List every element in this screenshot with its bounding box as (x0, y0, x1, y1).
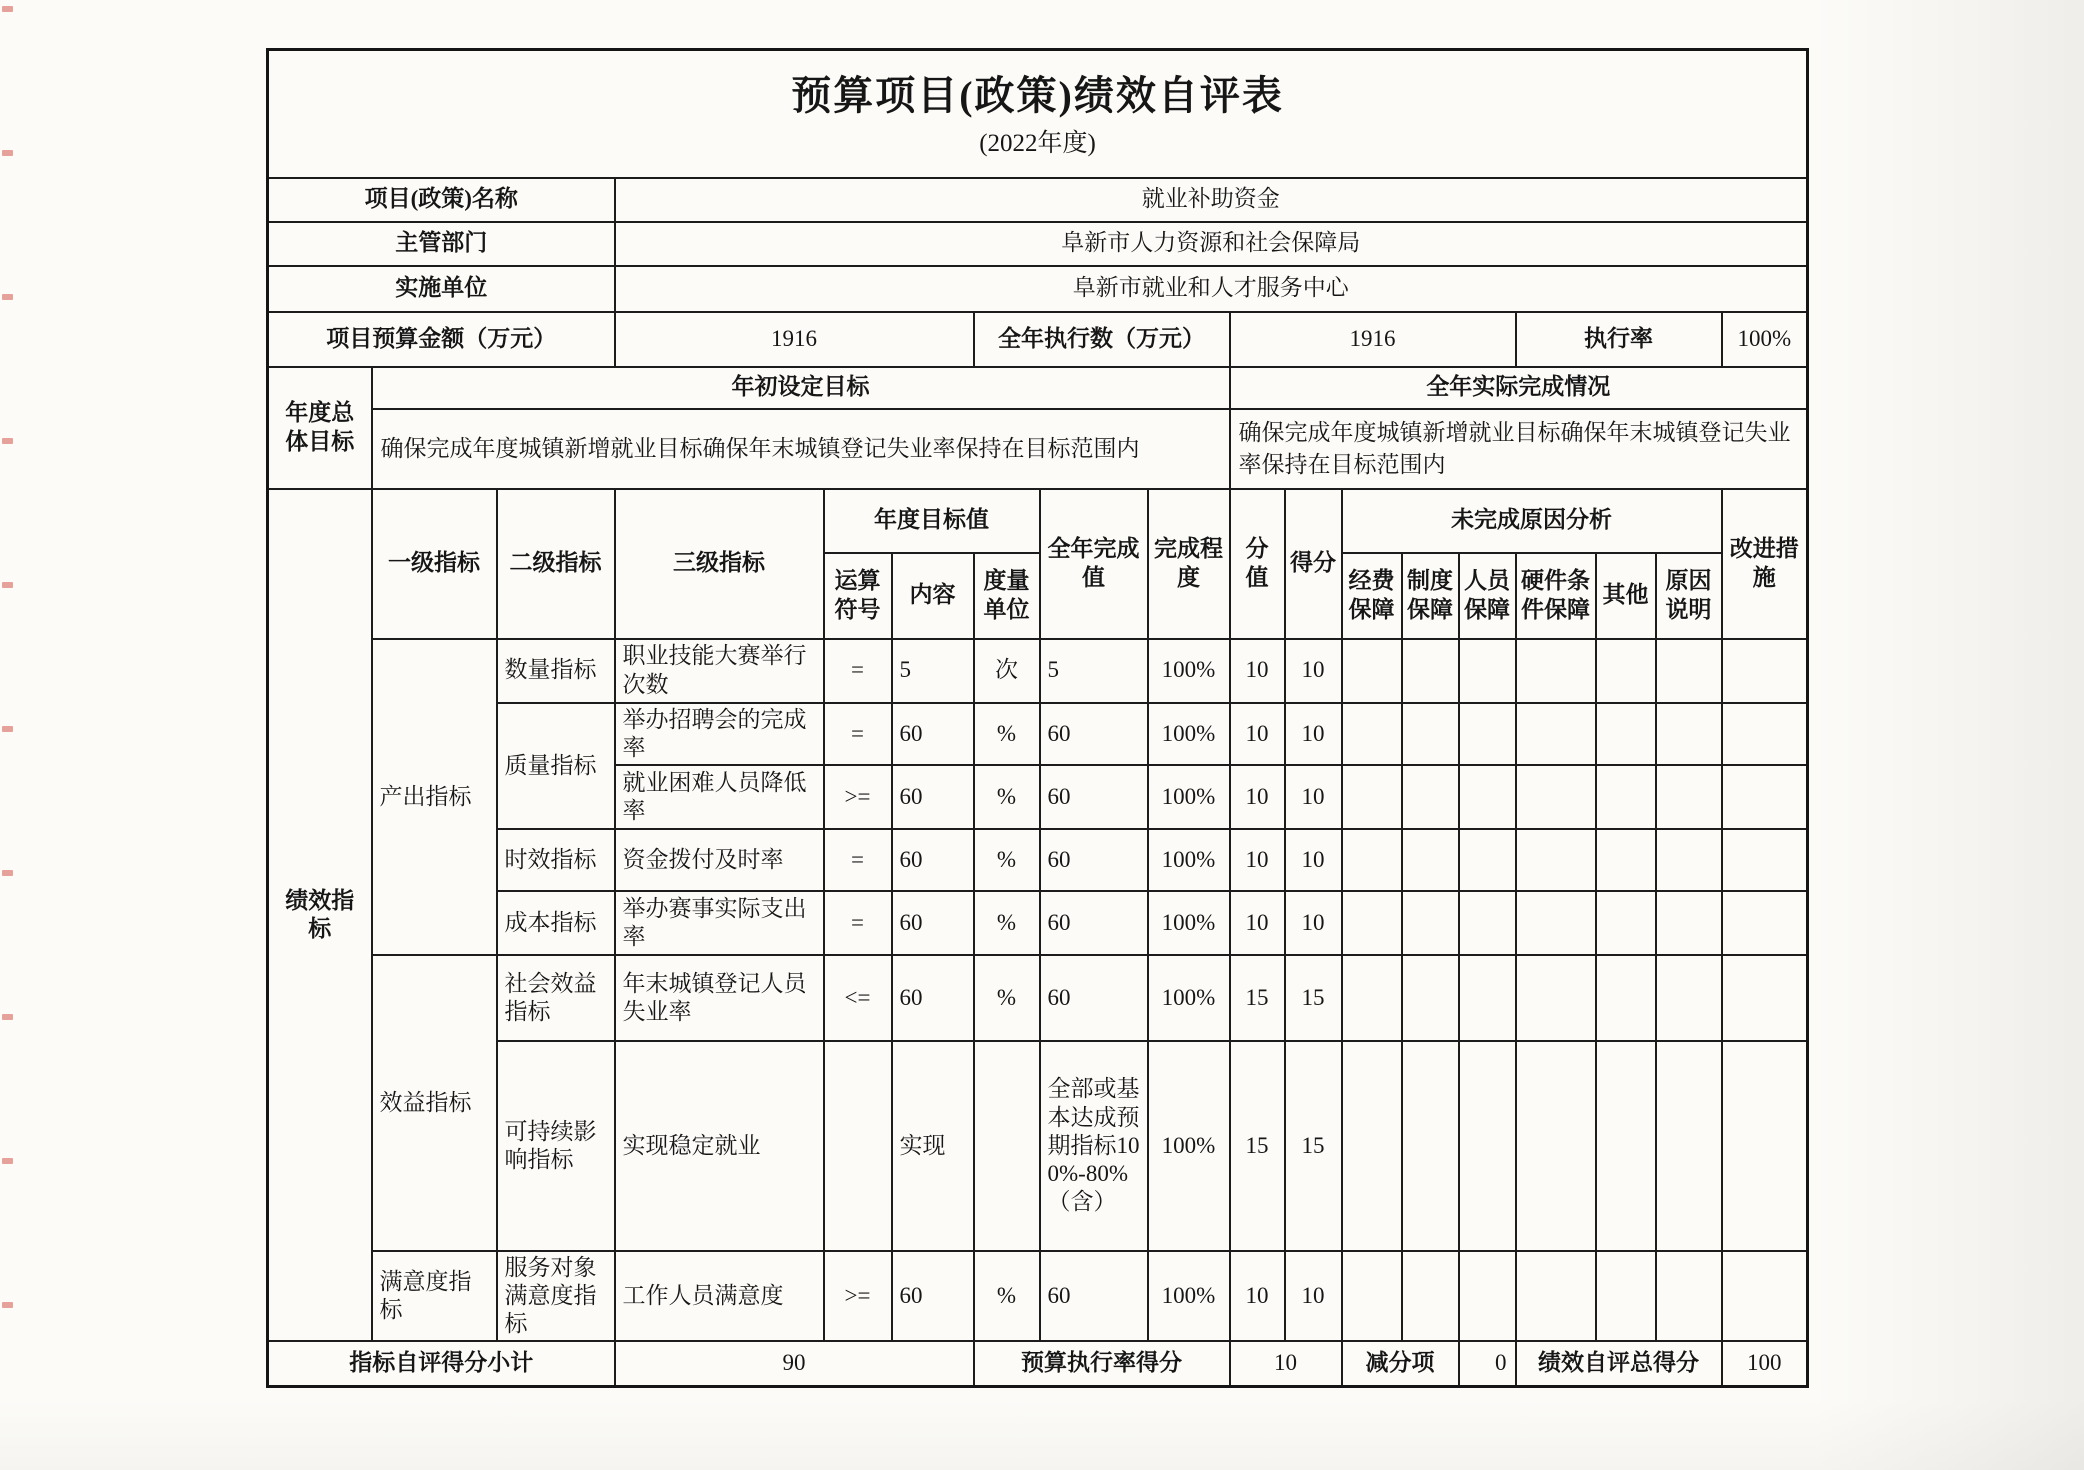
empty-cell (1342, 955, 1402, 1041)
exec-rate-label: 执行率 (1516, 312, 1722, 367)
empty-cell (1402, 891, 1459, 955)
header-content: 内容 (892, 553, 974, 639)
unit-cell: % (974, 1251, 1040, 1341)
header-got-score: 得分 (1285, 489, 1342, 639)
op-cell: = (824, 829, 892, 891)
l3-cell: 实现稳定就业 (615, 1041, 824, 1251)
budget-exec-score-value: 10 (1230, 1341, 1342, 1387)
scan-artifact-red-mark (2, 6, 13, 12)
empty-cell (1722, 1041, 1808, 1251)
scan-shading (0, 1400, 2084, 1470)
header-operator: 运算符号 (824, 553, 892, 639)
empty-cell (1342, 639, 1402, 703)
empty-cell (1656, 639, 1722, 703)
scan-shading (1814, 0, 2084, 1470)
empty-cell (1342, 1251, 1402, 1341)
l2-cell: 时效指标 (497, 829, 615, 891)
exec-rate-value: 100% (1722, 312, 1808, 367)
actual-cell: 60 (1040, 891, 1148, 955)
empty-cell (1656, 703, 1722, 765)
empty-cell (1722, 1251, 1808, 1341)
empty-cell (1722, 639, 1808, 703)
degree-cell: 100% (1148, 703, 1230, 765)
unit-cell: % (974, 703, 1040, 765)
empty-cell (1722, 765, 1808, 829)
indicator-row (268, 1041, 1808, 1251)
content-cell: 60 (892, 829, 974, 891)
unit-cell: % (974, 955, 1040, 1041)
header-staff: 人员保障 (1459, 553, 1516, 639)
got-cell: 10 (1285, 639, 1342, 703)
scan-artifact-red-mark (2, 438, 13, 444)
score-cell: 10 (1230, 703, 1285, 765)
actual-cell: 全部或基本达成预期指标100%-80%（含） (1040, 1041, 1148, 1251)
scan-artifact-red-mark (2, 870, 13, 876)
empty-cell (1516, 765, 1596, 829)
budget-value: 1916 (615, 312, 974, 367)
op-cell: >= (824, 765, 892, 829)
op-cell: = (824, 891, 892, 955)
actual-completion-text: 确保完成年度城镇新增就业目标确保年末城镇登记失业率保持在目标范围内 (1230, 409, 1808, 489)
scan-artifact-red-mark (2, 582, 13, 588)
header-score: 分值 (1230, 489, 1285, 639)
indicator-row (268, 891, 1808, 955)
empty-cell (1459, 639, 1516, 703)
actual-cell: 5 (1040, 639, 1148, 703)
empty-cell (1656, 1041, 1722, 1251)
unit-cell (974, 1041, 1040, 1251)
empty-cell (1656, 765, 1722, 829)
empty-cell (1516, 955, 1596, 1041)
empty-cell (1402, 765, 1459, 829)
empty-cell (1516, 829, 1596, 891)
l3-cell: 资金拨付及时率 (615, 829, 824, 891)
title-row (268, 50, 1808, 178)
empty-cell (1459, 1251, 1516, 1341)
empty-cell (1656, 829, 1722, 891)
empty-cell (1516, 891, 1596, 955)
l2-cell: 社会效益指标 (497, 955, 615, 1041)
empty-cell (1596, 891, 1656, 955)
empty-cell (1516, 639, 1596, 703)
unit-value: 阜新市就业和人才服务中心 (615, 266, 1808, 312)
initial-goal-header: 年初设定目标 (372, 367, 1230, 409)
initial-goal-text: 确保完成年度城镇新增就业目标确保年末城镇登记失业率保持在目标范围内 (372, 409, 1230, 489)
department-label: 主管部门 (268, 222, 615, 266)
l3-cell: 工作人员满意度 (615, 1251, 824, 1341)
empty-cell (1459, 1041, 1516, 1251)
empty-cell (1596, 829, 1656, 891)
op-cell: = (824, 639, 892, 703)
performance-self-evaluation-table (266, 48, 1809, 1388)
header-unit: 度量单位 (974, 553, 1040, 639)
page-title: 预算项目(政策)绩效自评表 (791, 73, 1284, 119)
indicator-row (268, 955, 1808, 1041)
content-cell: 5 (892, 639, 974, 703)
unit-cell: % (974, 765, 1040, 829)
header-level3: 三级指标 (615, 489, 824, 639)
l2-cell: 可持续影响指标 (497, 1041, 615, 1251)
goal-header-row (268, 367, 1808, 409)
project-name-label: 项目(政策)名称 (268, 178, 615, 222)
score-cell: 10 (1230, 639, 1285, 703)
empty-cell (1459, 765, 1516, 829)
info-row-department (268, 222, 1808, 266)
l2-cell: 服务对象满意度指标 (497, 1251, 615, 1341)
empty-cell (1402, 639, 1459, 703)
header-other: 其他 (1596, 553, 1656, 639)
degree-cell: 100% (1148, 1041, 1230, 1251)
unit-cell: % (974, 891, 1040, 955)
content-cell: 60 (892, 955, 974, 1041)
degree-cell: 100% (1148, 1251, 1230, 1341)
op-cell: = (824, 703, 892, 765)
header-level2: 二级指标 (497, 489, 615, 639)
exec-amount-label: 全年执行数（万元） (974, 312, 1230, 367)
l3-cell: 就业困难人员降低率 (615, 765, 824, 829)
indicator-header-row-top (268, 489, 1808, 553)
header-system: 制度保障 (1402, 553, 1459, 639)
scan-artifact-red-mark (2, 1014, 13, 1020)
indicator-row (268, 639, 1808, 703)
l2-cell: 质量指标 (497, 703, 615, 829)
l1-cell: 产出指标 (372, 639, 497, 955)
empty-cell (1722, 829, 1808, 891)
got-cell: 10 (1285, 765, 1342, 829)
empty-cell (1722, 955, 1808, 1041)
info-row-implementing-unit (268, 266, 1808, 312)
actual-cell: 60 (1040, 829, 1148, 891)
content-cell: 60 (892, 765, 974, 829)
empty-cell (1342, 829, 1402, 891)
actual-cell: 60 (1040, 703, 1148, 765)
title-cell (268, 50, 1808, 178)
empty-cell (1596, 765, 1656, 829)
empty-cell (1656, 1251, 1722, 1341)
empty-cell (1596, 639, 1656, 703)
unit-cell: 次 (974, 639, 1040, 703)
scan-artifact-red-mark (2, 726, 13, 732)
empty-cell (1516, 1041, 1596, 1251)
goal-content-row (268, 409, 1808, 489)
info-row-project-name (268, 178, 1808, 222)
score-cell: 15 (1230, 1041, 1285, 1251)
header-fund: 经费保障 (1342, 553, 1402, 639)
got-cell: 10 (1285, 891, 1342, 955)
indicator-row (268, 829, 1808, 891)
performance-indicator-row-label: 绩效指标 (268, 489, 372, 1341)
empty-cell (1342, 1041, 1402, 1251)
degree-cell: 100% (1148, 765, 1230, 829)
l1-cell: 效益指标 (372, 955, 497, 1251)
budget-exec-score-label: 预算执行率得分 (974, 1341, 1230, 1387)
op-cell (824, 1041, 892, 1251)
project-name-value: 就业补助资金 (615, 178, 1808, 222)
info-row-budget (268, 312, 1808, 367)
l2-cell: 数量指标 (497, 639, 615, 703)
score-cell: 10 (1230, 765, 1285, 829)
empty-cell (1656, 891, 1722, 955)
empty-cell (1402, 703, 1459, 765)
deduction-value: 0 (1459, 1341, 1516, 1387)
got-cell: 15 (1285, 1041, 1342, 1251)
empty-cell (1656, 955, 1722, 1041)
got-cell: 10 (1285, 829, 1342, 891)
empty-cell (1516, 703, 1596, 765)
empty-cell (1596, 1251, 1656, 1341)
subtotal-label: 指标自评得分小计 (268, 1341, 615, 1387)
op-cell: <= (824, 955, 892, 1041)
empty-cell (1342, 703, 1402, 765)
score-cell: 15 (1230, 955, 1285, 1041)
degree-cell: 100% (1148, 955, 1230, 1041)
empty-cell (1459, 955, 1516, 1041)
empty-cell (1722, 891, 1808, 955)
header-level1: 一级指标 (372, 489, 497, 639)
l1-cell: 满意度指标 (372, 1251, 497, 1341)
empty-cell (1596, 703, 1656, 765)
actual-cell: 60 (1040, 955, 1148, 1041)
empty-cell (1459, 891, 1516, 955)
subtotal-value: 90 (615, 1341, 974, 1387)
indicator-row (268, 703, 1808, 765)
unit-label: 实施单位 (268, 266, 615, 312)
exec-amount-value: 1916 (1230, 312, 1516, 367)
actual-completion-header: 全年实际完成情况 (1230, 367, 1808, 409)
degree-cell: 100% (1148, 639, 1230, 703)
actual-cell: 60 (1040, 765, 1148, 829)
empty-cell (1402, 829, 1459, 891)
annual-goal-row-label: 年度总体目标 (268, 367, 372, 489)
header-hardware: 硬件条件保障 (1516, 553, 1596, 639)
empty-cell (1342, 891, 1402, 955)
op-cell: >= (824, 1251, 892, 1341)
empty-cell (1459, 703, 1516, 765)
page-subtitle: (2022年度) (979, 129, 1096, 157)
header-unfinished-analysis: 未完成原因分析 (1342, 489, 1722, 553)
content-cell: 60 (892, 891, 974, 955)
actual-cell: 60 (1040, 1251, 1148, 1341)
content-cell: 60 (892, 1251, 974, 1341)
scan-artifact-red-mark (2, 1158, 13, 1164)
empty-cell (1596, 1041, 1656, 1251)
l3-cell: 举办招聘会的完成率 (615, 703, 824, 765)
empty-cell (1402, 1041, 1459, 1251)
indicator-row (268, 1251, 1808, 1341)
content-cell: 60 (892, 703, 974, 765)
l2-cell: 成本指标 (497, 891, 615, 955)
header-reason: 原因说明 (1656, 553, 1722, 639)
score-cell: 10 (1230, 829, 1285, 891)
content-cell: 实现 (892, 1041, 974, 1251)
header-degree: 完成程度 (1148, 489, 1230, 639)
department-value: 阜新市人力资源和社会保障局 (615, 222, 1808, 266)
degree-cell: 100% (1148, 891, 1230, 955)
budget-label: 项目预算金额（万元） (268, 312, 615, 367)
header-annual-target: 年度目标值 (824, 489, 1040, 553)
empty-cell (1596, 955, 1656, 1041)
total-score-label: 绩效自评总得分 (1516, 1341, 1722, 1387)
scan-artifact-red-mark (2, 150, 13, 156)
scan-artifact-red-mark (2, 1302, 13, 1308)
deduction-label: 减分项 (1342, 1341, 1459, 1387)
score-cell: 10 (1230, 891, 1285, 955)
got-cell: 10 (1285, 703, 1342, 765)
score-cell: 10 (1230, 1251, 1285, 1341)
got-cell: 10 (1285, 1251, 1342, 1341)
summary-row (268, 1341, 1808, 1387)
l3-cell: 举办赛事实际支出率 (615, 891, 824, 955)
empty-cell (1402, 1251, 1459, 1341)
empty-cell (1342, 765, 1402, 829)
header-improvement: 改进措施 (1722, 489, 1808, 639)
total-score-value: 100 (1722, 1341, 1808, 1387)
l3-cell: 职业技能大赛举行次数 (615, 639, 824, 703)
unit-cell: % (974, 829, 1040, 891)
empty-cell (1459, 829, 1516, 891)
l3-cell: 年末城镇登记人员失业率 (615, 955, 824, 1041)
got-cell: 15 (1285, 955, 1342, 1041)
header-annual-actual: 全年完成值 (1040, 489, 1148, 639)
empty-cell (1722, 703, 1808, 765)
scan-artifact-red-mark (2, 294, 13, 300)
degree-cell: 100% (1148, 829, 1230, 891)
empty-cell (1402, 955, 1459, 1041)
empty-cell (1516, 1251, 1596, 1341)
